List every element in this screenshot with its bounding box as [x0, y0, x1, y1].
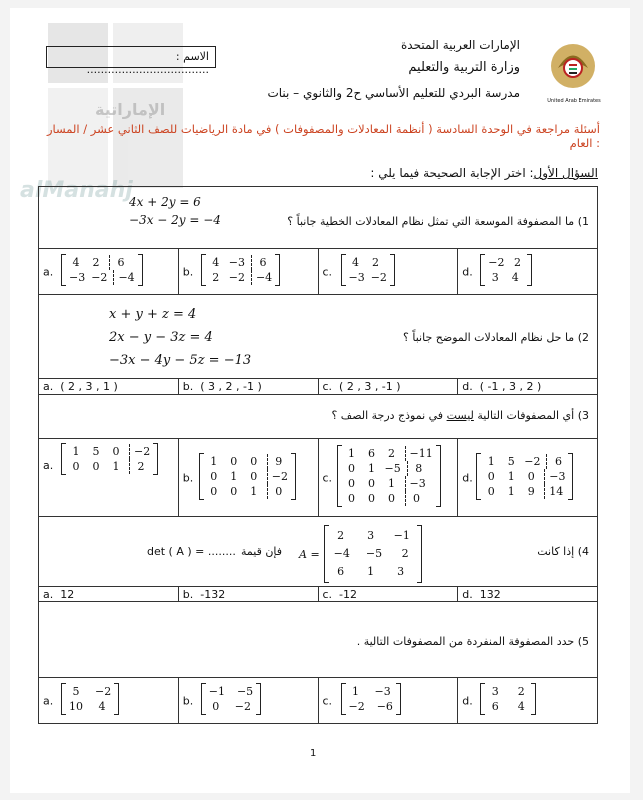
q1-matrix-d: −2 2 3 4 [480, 254, 532, 286]
q4-option-b[interactable]: b. -132 [178, 587, 318, 602]
questions-table [38, 186, 598, 724]
q4-option-c[interactable]: c. -12 [318, 587, 458, 602]
q4-text-then: فإن قيمة [241, 545, 283, 558]
q5-option-c[interactable]: c. 1 −3 −2 −6 [318, 678, 458, 724]
q2-eq2: 2x − y − 3z = 4 [109, 330, 213, 345]
q5-matrix-c: 1 −3 −2 −6 [341, 683, 401, 715]
question-1 [39, 187, 598, 249]
q2-option-d[interactable]: d. ( -1 , 3 , 2 ) [458, 379, 598, 395]
q3-matrix-b: 1 0 0 9 0 1 0 −2 0 0 1 0 [199, 453, 296, 500]
q5-number: 5) [577, 635, 589, 648]
q4-option-d[interactable]: d. 132 [458, 587, 598, 602]
q1-matrix-c: 4 2 −3 −2 [341, 254, 395, 286]
q2-options [39, 379, 598, 395]
worksheet-title: أسئلة مراجعة في الوحدة السادسة ( أنظمة المعادلات والمصفوفات ) في مادة الرياضيات للصف الثاني عشر / المسار : العام [46, 122, 600, 150]
q1-number: 1) [577, 215, 589, 228]
q2-option-c[interactable]: c. ( 2 , 3 , -1 ) [318, 379, 458, 395]
uae-emblem-icon [544, 38, 602, 108]
q1-option-b[interactable]: b. 4 −3 6 2 −2 −4 [178, 249, 318, 295]
q5-options [39, 678, 598, 724]
section-heading [370, 166, 598, 180]
q2-option-a[interactable]: a. ( 2 , 3 , 1 ) [39, 379, 179, 395]
q3-option-b[interactable]: b. 1 0 0 9 0 1 0 −2 0 0 1 0 [178, 439, 318, 517]
school-name: مدرسة البردي للتعليم الأساسي ح2 والثانوي – بنات [267, 86, 520, 100]
q5-option-a[interactable]: a. 5 −2 10 4 [39, 678, 179, 724]
q4-option-a[interactable]: a. 12 [39, 587, 179, 602]
q2-eq1: x + y + z = 4 [109, 307, 197, 322]
q3-matrix-a: 1 5 0 −2 0 0 1 2 [61, 443, 158, 475]
q1-option-d[interactable]: d. −2 2 3 4 [458, 249, 598, 295]
q1-eq2: −3x − 2y = −4 [129, 213, 221, 227]
q3-option-d[interactable]: d. 1 5 −2 6 0 1 0 −3 0 1 9 14 [458, 439, 598, 517]
q3-option-c[interactable]: c. 1 6 2 −11 0 1 −5 8 0 0 1 −3 0 0 0 0 [318, 439, 458, 517]
q5-option-b[interactable]: b. −1 −5 0 −2 [178, 678, 318, 724]
q3-option-a[interactable]: a. 1 5 0 −2 0 0 1 2 [39, 439, 179, 517]
q3-options [39, 439, 598, 517]
q3-text-pre: أي المصفوفات التالية [477, 409, 575, 422]
q3-number: 3) [577, 409, 589, 422]
q5-text: حدد المصفوفة المنفردة من المصفوفات التالية . [356, 635, 575, 648]
country-name: الإمارات العربية المتحدة [401, 38, 520, 52]
q1-text: ما المصفوفة الموسعة التي تمثل نظام المعادلات الخطية جانباً ؟ [287, 215, 575, 228]
q1-matrix-a: 4 2 6 −3 −2 −4 [61, 254, 143, 286]
q2-text: ما حل نظام المعادلات الموضح جانباً ؟ [403, 331, 575, 344]
q3-text-post: في نموذج درجة الصف ؟ [331, 409, 444, 422]
q4-a-label: A = [299, 547, 320, 561]
question-2 [39, 295, 598, 379]
student-name-field[interactable]: الاسم : ................................... [46, 46, 216, 68]
q3-matrix-c: 1 6 2 −11 0 1 −5 8 0 0 1 −3 0 0 0 0 [337, 445, 441, 507]
question-5 [39, 602, 598, 678]
q5-matrix-b: −1 −5 0 −2 [201, 683, 261, 715]
question-4 [39, 517, 598, 587]
ministry-name: وزارة التربية والتعليم [408, 60, 520, 75]
worksheet-page [10, 8, 630, 793]
q4-number: 4) [577, 545, 589, 558]
q1-options [39, 249, 598, 295]
q5-matrix-d: 3 2 6 4 [480, 683, 536, 715]
section-label: السؤال الأول [533, 166, 598, 180]
emblem-caption: United Arab Emirates [547, 98, 601, 104]
q4-det-label: det ( A ) = ........ [147, 545, 236, 558]
q4-matrix-a: A = 2 3 −1 −4 −5 2 6 1 3 [299, 525, 422, 583]
q5-matrix-a: 5 −2 10 4 [61, 683, 119, 715]
q1-option-a[interactable]: a. 4 2 6 −3 −2 −4 [39, 249, 179, 295]
q4-text-if: إذا كانت [537, 545, 575, 558]
watermark-arabic: الإماراتية [95, 100, 166, 119]
q1-matrix-b: 4 −3 6 2 −2 −4 [201, 254, 280, 286]
q1-option-c[interactable]: c. 4 2 −3 −2 [318, 249, 458, 295]
question-3 [39, 395, 598, 439]
q5-option-d[interactable]: d. 3 2 6 4 [458, 678, 598, 724]
q2-option-b[interactable]: b. ( 3 , 2 , -1 ) [178, 379, 318, 395]
page-number: 1 [310, 748, 317, 759]
q4-options [39, 587, 598, 602]
q2-eq3: −3x − 4y − 5z = −13 [109, 353, 252, 368]
q3-matrix-d: 1 5 −2 6 0 1 0 −3 0 1 9 14 [476, 453, 573, 500]
section-instruction: : اختر الإجابة الصحيحة فيما يلي : [370, 166, 534, 180]
q1-eq1: 4x + 2y = 6 [129, 195, 201, 209]
watermark-latin: alManahj [20, 178, 133, 203]
q2-number: 2) [577, 331, 589, 344]
q2-equations [109, 303, 251, 372]
q3-text-underlined: ليست [446, 409, 474, 422]
q1-equations [129, 193, 221, 229]
